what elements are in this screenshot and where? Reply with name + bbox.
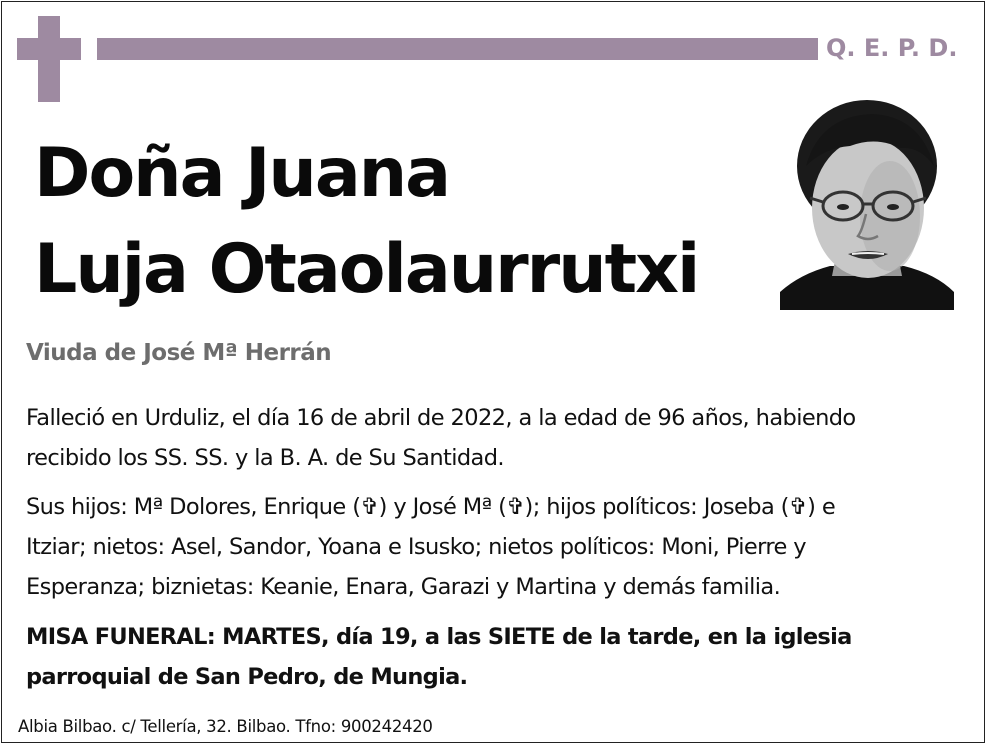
- death-notice-paragraph: [26, 398, 966, 478]
- family-paragraph: [26, 487, 966, 607]
- deceased-name-line1: Doña Juana: [34, 134, 450, 213]
- widow-of-subtitle: Viuda de José Mª Herrán: [26, 340, 332, 366]
- portrait-photo: [780, 96, 954, 310]
- funeral-home-footer: Albia Bilbao. c/ Tellería, 32. Bilbao. Tfno: 900242420: [18, 717, 433, 736]
- qepd-label: Q. E. P. D.: [826, 34, 958, 62]
- paragraph-line: parroquial de San Pedro, de Mungia.: [26, 664, 468, 690]
- paragraph-line: Esperanza; biznietas: Keanie, Enara, Garazi y Martina y demás familia.: [26, 574, 781, 600]
- paragraph-line: Falleció en Urduliz, el día 16 de abril de 2022, a la edad de 96 años, habiendo: [26, 405, 856, 431]
- paragraph-line: Itziar; nietos: Asel, Sandor, Yoana e Isusko; nietos políticos: Moni, Pierre y: [26, 534, 807, 560]
- paragraph-line: Sus hijos: Mª Dolores, Enrique (✞) y José Mª (✞); hijos políticos: Joseba (✞) e: [26, 494, 836, 520]
- paragraph-line: recibido los SS. SS. y la B. A. de Su Santidad.: [26, 445, 504, 471]
- deceased-name-line2: Luja Otaolaurrutxi: [34, 230, 699, 309]
- header-divider: [97, 38, 818, 60]
- funeral-mass-paragraph: [26, 617, 966, 697]
- paragraph-line: MISA FUNERAL: MARTES, día 19, a las SIETE de la tarde, en la iglesia: [26, 624, 852, 650]
